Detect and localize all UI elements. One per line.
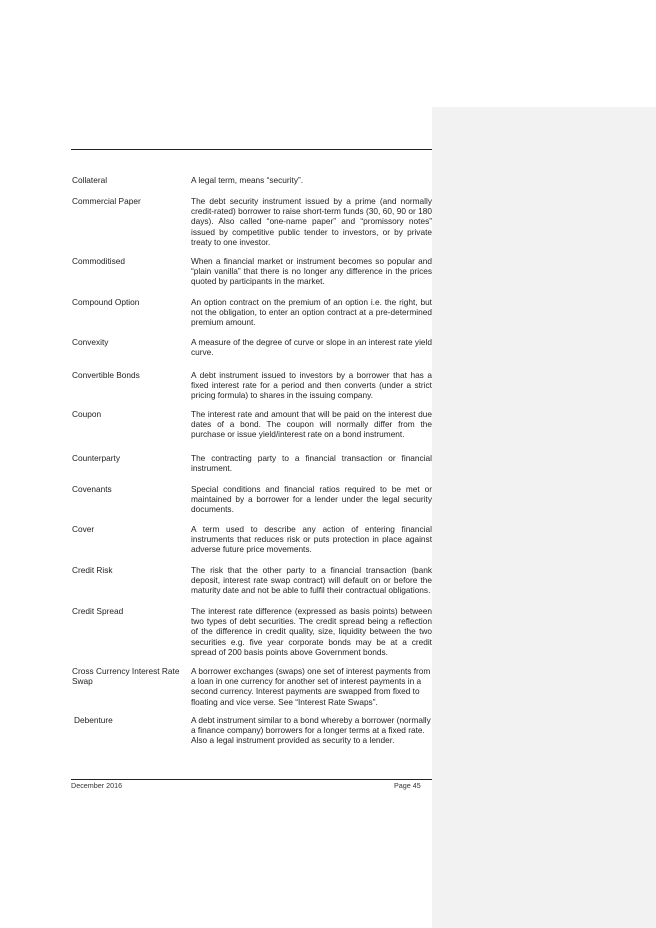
- glossary-term: Convertible Bonds: [72, 370, 140, 380]
- glossary-term: Coupon: [72, 409, 102, 419]
- glossary-definition: The interest rate difference (expressed as basis points) between two types of debt securities. The credit spread being a reflection of the difference in credit quality, size, liquidity between the two securities e.g. five year corporate bonds may be at a credit spread of 200 basis points above Government bonds.: [191, 606, 432, 657]
- glossary-term: Commercial Paper: [72, 196, 141, 206]
- glossary-definition: The risk that the other party to a financial transaction (bank deposit, interest rate swap contract) will default on or before the maturity date and not be able to fulfil their contractual obligations.: [191, 565, 432, 596]
- footer-rule: [71, 779, 432, 780]
- glossary-term: Commoditised: [72, 256, 126, 266]
- glossary-definition: Special conditions and financial ratios required to be met or maintained by a borrower for a lender under the legal security documents.: [191, 484, 432, 515]
- glossary-definition: A term used to describe any action of entering financial instruments that reduces risk or puts protection in place against adverse future price movements.: [191, 524, 432, 555]
- footer-page-number: Page 45: [394, 781, 421, 790]
- glossary-definition: The interest rate and amount that will be paid on the interest due dates of a bond. The coupon will normally differ from the purchase or issue yield/interest rate on a bond instrument.: [191, 409, 432, 440]
- header-rule: [71, 149, 432, 150]
- glossary-term: Covenants: [72, 484, 112, 494]
- glossary-term: Credit Risk: [72, 565, 113, 575]
- footer-date: December 2016: [71, 781, 123, 790]
- glossary-term: Convexity: [72, 337, 109, 347]
- glossary-term: Debenture: [74, 715, 113, 725]
- glossary-term: Collateral: [72, 175, 108, 185]
- glossary-term: Credit Spread: [72, 606, 124, 616]
- glossary-term: Cross Currency Interest Rate Swap: [72, 666, 180, 687]
- glossary-definition: An option contract on the premium of an option i.e. the right, but not the obligation, to enter an option contract at a pre-determined premium amount.: [191, 297, 432, 328]
- comment-margin-pane: [432, 107, 656, 928]
- glossary-definition: When a financial market or instrument becomes so popular and “plain vanilla” that there is no longer any difference in the prices quoted by participants in the market.: [191, 256, 432, 287]
- glossary-term: Compound Option: [72, 297, 140, 307]
- glossary-definition: A measure of the degree of curve or slope in an interest rate yield curve.: [191, 337, 432, 358]
- glossary-term: Cover: [72, 524, 95, 534]
- glossary-definition: A debt instrument issued to investors by a borrower that has a fixed interest rate for a period and then converts (under a strict pricing formula) to shares in the issuing company.: [191, 370, 432, 401]
- glossary-definition: The debt security instrument issued by a prime (and normally credit-rated) borrower to raise short-term funds (30, 60, 90 or 180 days). Also called “one-name paper” and “promissory notes” issued by competitive public tender to investors, or by private treaty to one investor.: [191, 196, 432, 247]
- glossary-definition: The contracting party to a financial transaction or financial instrument.: [191, 453, 432, 474]
- glossary-definition: A legal term, means “security”.: [191, 175, 304, 185]
- glossary-term: Counterparty: [72, 453, 120, 463]
- glossary-definition: A borrower exchanges (swaps) one set of interest payments from a loan in one currency for another set of interest payments in a second currency. Interest payments are swapped from fixed to floating and vice verse. See “Interest Rate Swaps”.: [191, 666, 431, 707]
- glossary-definition: A debt instrument similar to a bond whereby a borrower (normally a finance company) borrowers for a longer terms at a fixed rate. Also a legal instrument provided as security to a lender.: [191, 715, 431, 746]
